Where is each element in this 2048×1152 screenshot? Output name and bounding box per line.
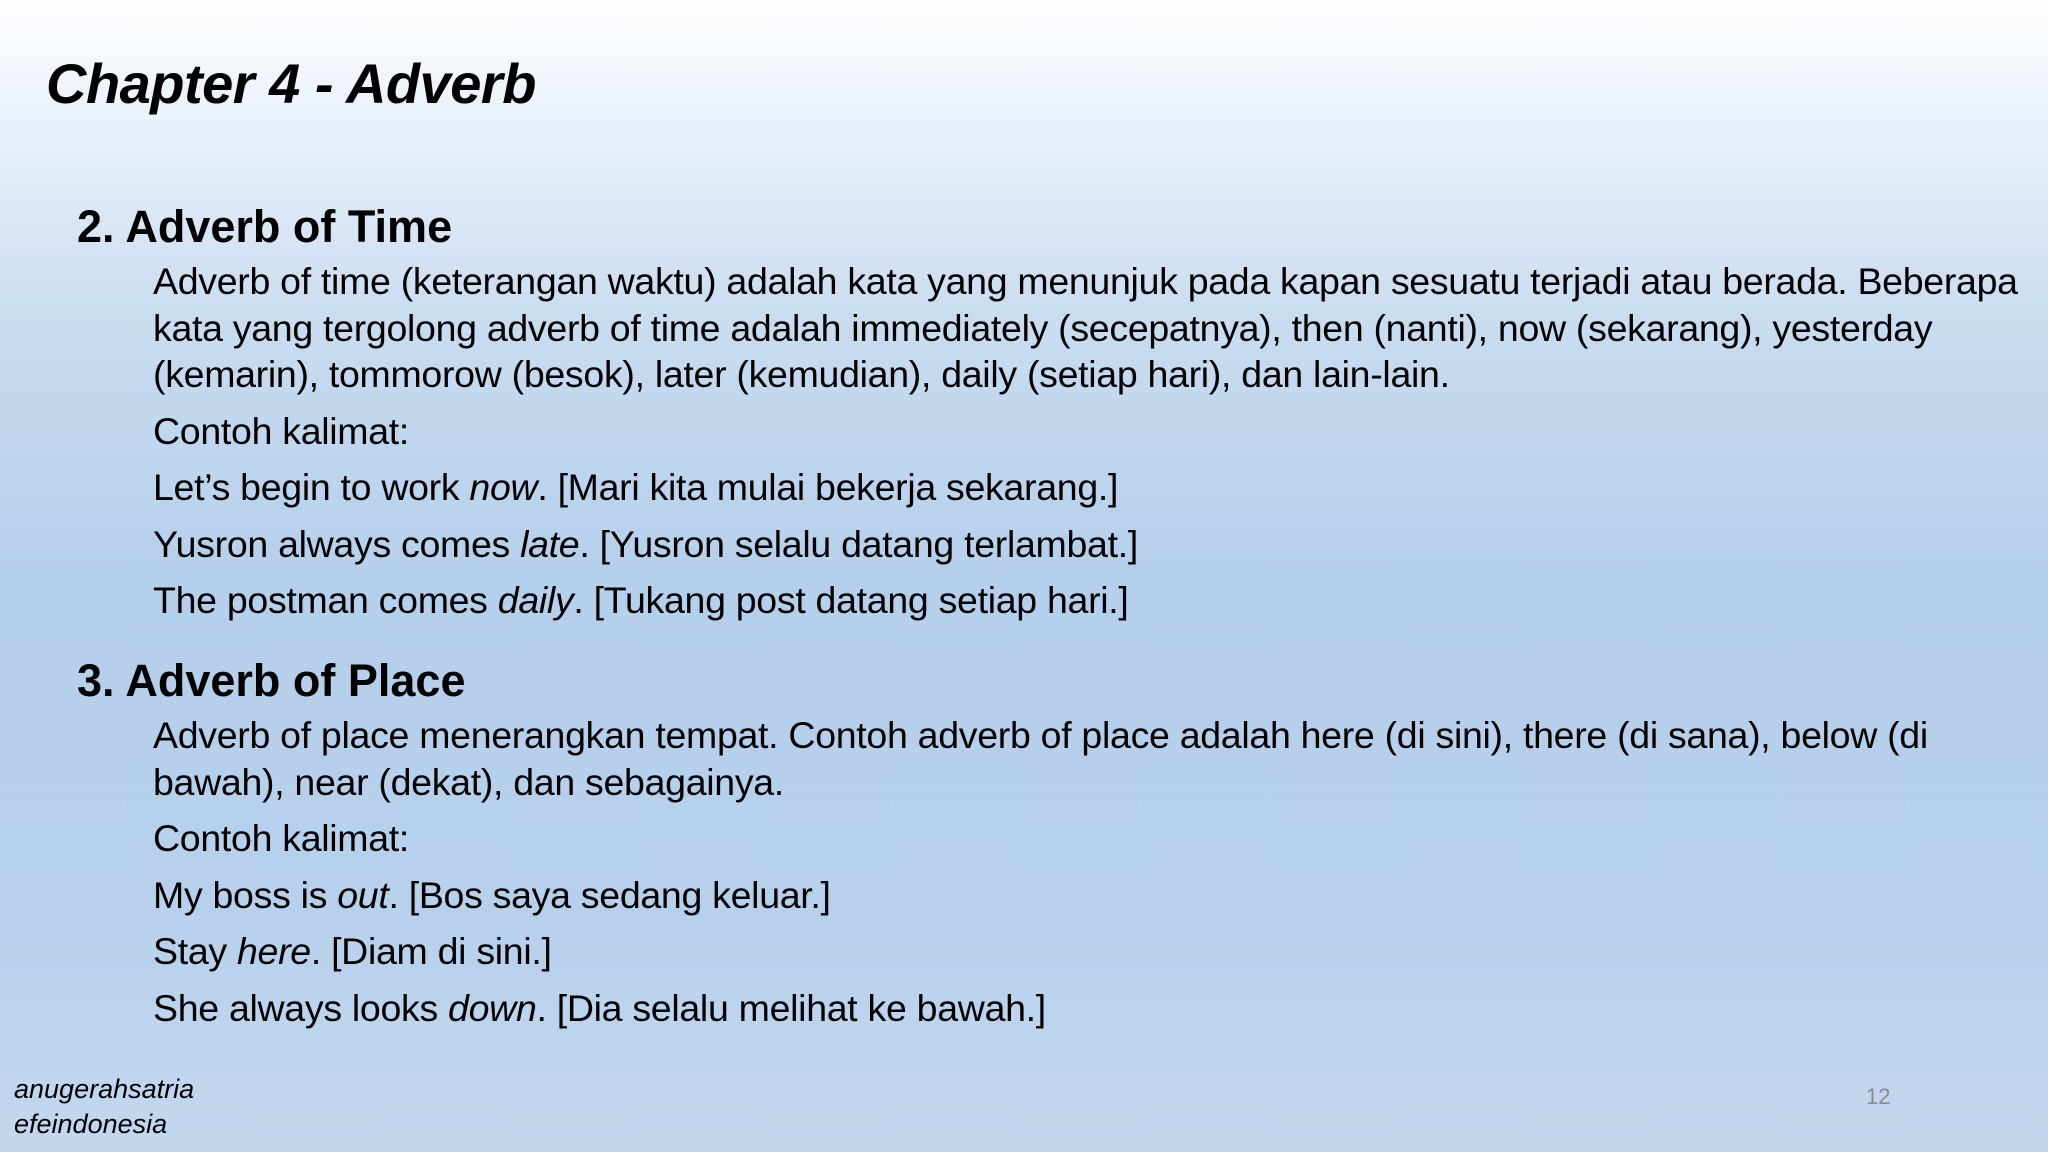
example-adverb: daily	[497, 579, 574, 621]
examples-label: Contoh kalimat:	[153, 409, 410, 452]
section-heading: 2. Adverb of Time	[77, 201, 453, 252]
example-text: My boss is	[153, 873, 338, 916]
example-adverb: now	[469, 466, 538, 508]
example-sentence	[153, 872, 2018, 919]
example-sentence	[153, 985, 2018, 1032]
examples-label: Contoh kalimat:	[153, 817, 410, 859]
example-translation: . [Mari kita mulai bekerja sekarang.]	[537, 466, 1119, 508]
example-text: The postman comes	[153, 579, 498, 621]
example-sentence	[153, 577, 2018, 624]
section-body	[153, 258, 2018, 624]
section-description: Adverb of place menerangkan tempat. Contoh adverb of place adalah here (di sini), there (di sana), below (di bawah), near (dekat), dan sebagainya.	[153, 714, 1928, 803]
example-adverb: out	[337, 873, 389, 916]
footer-line: anugerahsatria	[14, 1074, 195, 1104]
footer-author	[14, 1072, 194, 1142]
example-text: Stay	[153, 930, 237, 972]
page-number: 12	[1866, 1084, 1891, 1109]
example-translation: . [Yusron selalu datang terlambat.]	[579, 522, 1138, 565]
section-heading: 3. Adverb of Place	[77, 655, 466, 706]
section-adverb-of-time	[77, 196, 2018, 624]
example-translation: . [Tukang post datang setiap hari.]	[573, 579, 1129, 621]
section-adverb-of-place	[77, 650, 2018, 1031]
example-sentence	[153, 928, 2018, 975]
footer-line: efeindonesia	[14, 1109, 168, 1139]
example-adverb: late	[520, 522, 580, 565]
example-sentence	[153, 521, 2018, 568]
example-text: Let’s begin to work	[153, 466, 470, 508]
chapter-title: Chapter 4 - Adverb	[46, 52, 536, 115]
example-translation: . [Dia selalu melihat ke bawah.]	[536, 986, 1046, 1029]
example-sentence	[153, 464, 2018, 511]
example-adverb: down	[448, 986, 537, 1029]
example-adverb: here	[236, 930, 311, 972]
example-text: Yusron always comes	[153, 522, 521, 565]
example-translation: . [Bos saya sedang keluar.]	[388, 873, 831, 916]
example-translation: . [Diam di sini.]	[310, 930, 552, 972]
example-text: She always looks	[153, 986, 449, 1029]
section-description: Adverb of time (keterangan waktu) adalah kata yang menunjuk pada kapan sesuatu terjadi atau berada. Beberapa kata yang tergolong adverb of time adalah immediately (secepatnya), then (nanti), now (sekarang), yesterday (kemarin), tommorow (besok), later (kemudian), daily (setiap hari), dan lain-lain.	[153, 260, 2018, 395]
section-body	[153, 712, 2018, 1031]
